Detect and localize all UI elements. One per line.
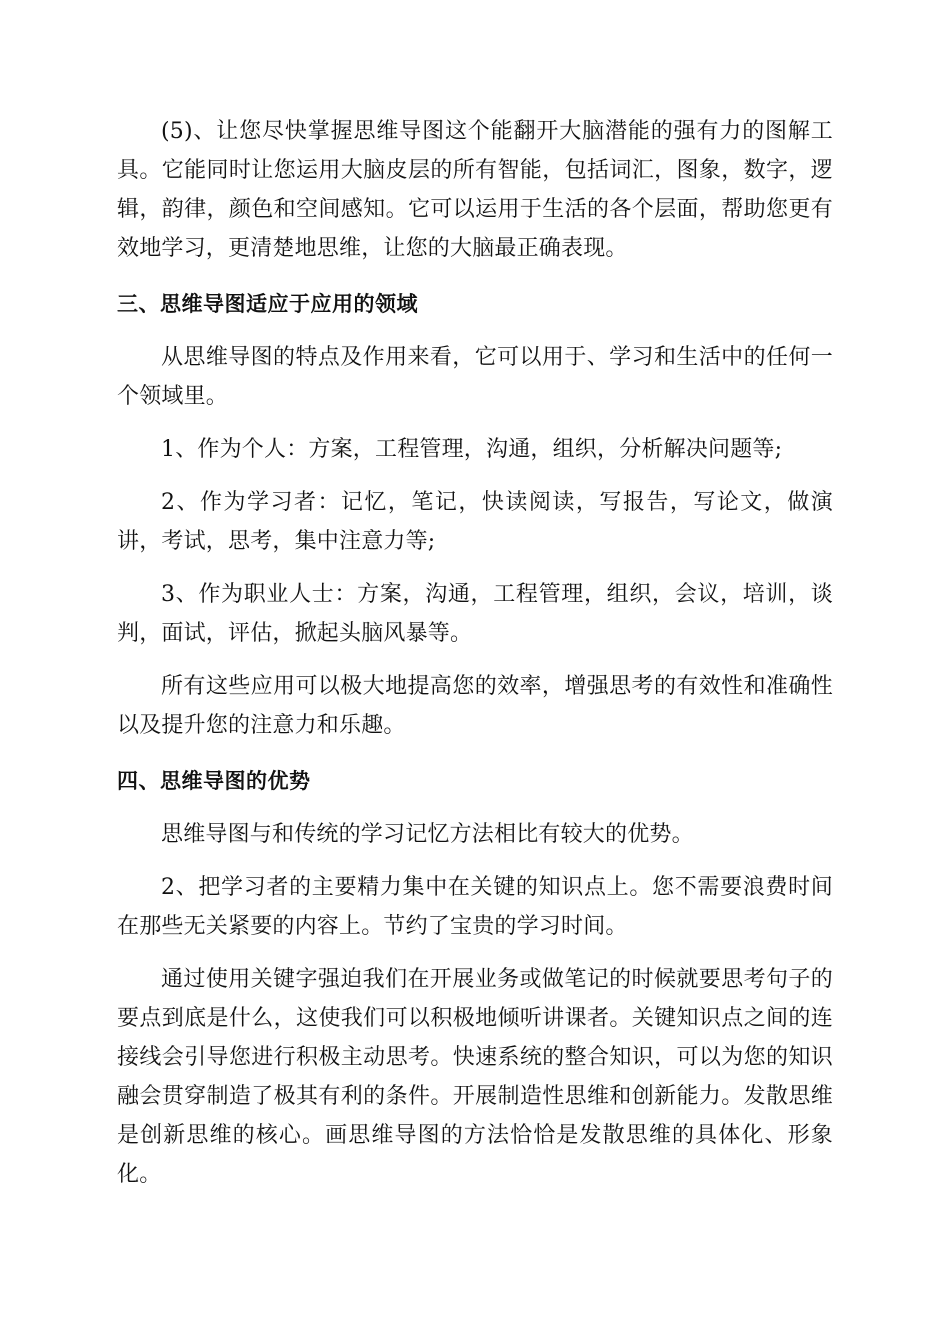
- paragraph-applications-benefit: 所有这些应用可以极大地提高您的效率，增强思考的有效性和准确性以及提升您的注意力和乐趣。: [117, 674, 833, 738]
- paragraph-individual: 1、作为个人：方案，工程管理，沟通，组织，分析解决问题等;: [161, 437, 783, 462]
- paragraph-focus-key-points: 2、把学习者的主要精力集中在关键的知识点上。您不需要浪费时间在那些无关紧要的内容上。节约了宝贵的学习时间。: [117, 875, 833, 939]
- paragraph-professional: 3、作为职业人士：方案，沟通，工程管理，组织，会议，培训，谈判，面试，评估，掀起头脑风暴等。: [117, 582, 833, 646]
- section-heading-advantages: 四、思维导图的优势: [117, 769, 311, 793]
- paragraph-advantages-intro: 思维导图与和传统的学习记忆方法相比有较大的优势。: [161, 822, 694, 847]
- paragraph-application-intro: 从思维导图的特点及作用来看，它可以用于、学习和生活中的任何一个领域里。: [117, 345, 833, 409]
- paragraph-learner: 2、作为学习者：记忆，笔记，快读阅读，写报告，写论文，做演讲，考试，思考，集中注意力等;: [117, 490, 833, 554]
- paragraph-keywords-thinking: 通过使用关键字强迫我们在开展业务或做笔记的时候就要思考句子的要点到底是什么，这使我们可以积极地倾听讲课者。关键知识点之间的连接线会引导您进行积极主动思考。快速系统的整合知识，可以为您的知识融会贯穿制造了极其有利的条件。开展制造性思维和创新能力。发散思维是创新思维的核心。画思维导图的方法恰恰是发散思维的具体化、形象化。: [117, 967, 833, 1187]
- section-heading-application-fields: 三、思维导图适应于应用的领域: [117, 292, 418, 316]
- paragraph-mindmap-tool: (5)、让您尽快掌握思维导图这个能翻开大脑潜能的强有力的图解工具。它能同时让您运用大脑皮层的所有智能，包括词汇，图象，数字，逻辑，韵律，颜色和空间感知。它可以运用于生活的各个层面，帮助您更有效地学习，更清楚地思维，让您的大脑最正确表现。: [117, 119, 833, 261]
- document-page: [117, 112, 833, 1194]
